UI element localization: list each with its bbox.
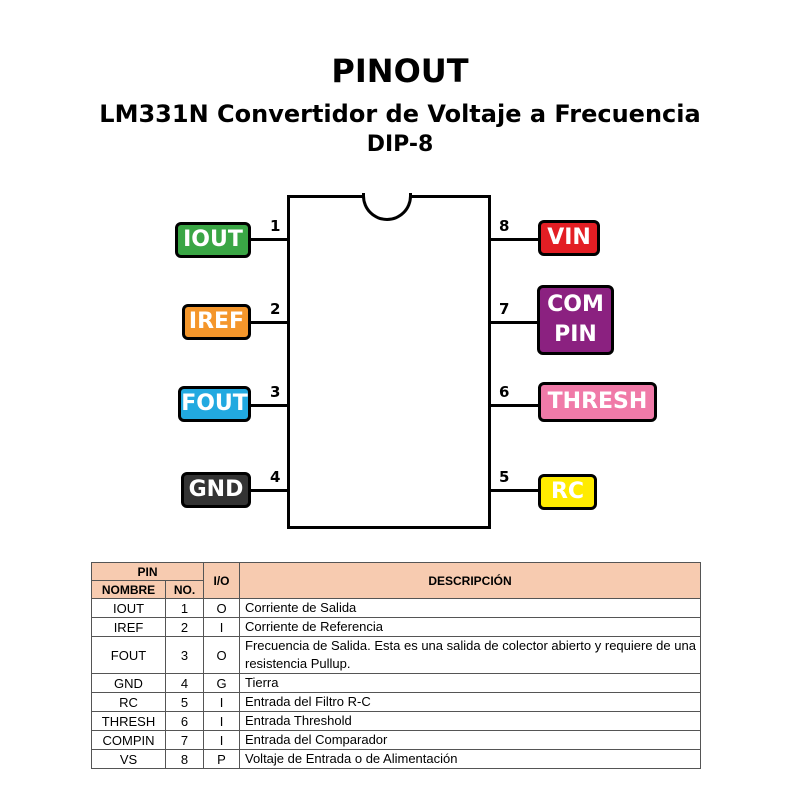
cell-io: O <box>204 637 240 674</box>
pin-label-vin: VIN <box>538 220 600 256</box>
pin-2-lead <box>248 321 288 324</box>
cell-name: RC <box>92 693 166 712</box>
cell-no: 6 <box>166 712 204 731</box>
cell-no: 1 <box>166 599 204 618</box>
cell-name: VS <box>92 750 166 769</box>
cell-desc: Entrada Threshold <box>240 712 701 731</box>
cell-io: O <box>204 599 240 618</box>
cell-no: 4 <box>166 674 204 693</box>
cell-name: COMPIN <box>92 731 166 750</box>
pin-5-lead <box>491 489 541 492</box>
pin-1-lead <box>248 238 288 241</box>
package-label: DIP-8 <box>366 132 434 157</box>
pin-label-iref: IREF <box>182 304 251 340</box>
pin-4-number: 4 <box>270 468 281 486</box>
pin-label-compin: COM PIN <box>537 285 614 355</box>
cell-no: 5 <box>166 693 204 712</box>
cell-no: 3 <box>166 637 204 674</box>
pin-label-rc: RC <box>538 474 597 510</box>
cell-name: IREF <box>92 618 166 637</box>
pin-8-lead <box>491 238 541 241</box>
cell-desc: Frecuencia de Salida. Esta es una salida de colector abierto y requiere de una resistencia Pullup. <box>240 637 701 674</box>
cell-desc: Voltaje de Entrada o de Alimentación <box>240 750 701 769</box>
table-row <box>92 618 701 637</box>
cell-io: P <box>204 750 240 769</box>
cell-name: GND <box>92 674 166 693</box>
pin-label-fout: FOUT <box>178 386 251 422</box>
th-pin: PIN <box>92 563 204 581</box>
pin-1-number: 1 <box>270 217 281 235</box>
pin-6-number: 6 <box>499 383 510 401</box>
cell-name: IOUT <box>92 599 166 618</box>
cell-desc: Tierra <box>240 674 701 693</box>
pin-label-gnd: GND <box>181 472 251 508</box>
cell-no: 2 <box>166 618 204 637</box>
pin-4-lead <box>248 489 288 492</box>
cell-io: I <box>204 712 240 731</box>
pin-description-table <box>91 562 701 769</box>
cell-no: 8 <box>166 750 204 769</box>
cell-name: FOUT <box>92 637 166 674</box>
pin-6-lead <box>491 404 541 407</box>
pin-8-number: 8 <box>499 217 510 235</box>
cell-no: 7 <box>166 731 204 750</box>
table-row <box>92 599 701 618</box>
table-row <box>92 693 701 712</box>
table-row <box>92 750 701 769</box>
th-io: I/O <box>204 563 240 599</box>
pin-label-thresh: THRESH <box>538 382 657 422</box>
cell-name: THRESH <box>92 712 166 731</box>
page-subtitle: LM331N Convertidor de Voltaje a Frecuencia <box>99 100 701 128</box>
pin-label-iout: IOUT <box>175 222 251 258</box>
table-row <box>92 731 701 750</box>
pin-2-number: 2 <box>270 300 281 318</box>
cell-io: I <box>204 693 240 712</box>
cell-io: G <box>204 674 240 693</box>
th-desc: DESCRIPCIÓN <box>240 563 701 599</box>
cell-io: I <box>204 731 240 750</box>
table-row <box>92 712 701 731</box>
ic-body <box>287 195 491 529</box>
cell-desc: Entrada del Filtro R-C <box>240 693 701 712</box>
cell-desc: Entrada del Comparador <box>240 731 701 750</box>
pin-7-number: 7 <box>499 300 510 318</box>
page-title: PINOUT <box>331 52 469 90</box>
th-name: NOMBRE <box>92 581 166 599</box>
cell-io: I <box>204 618 240 637</box>
th-no: NO. <box>166 581 204 599</box>
table-row <box>92 674 701 693</box>
pin-3-lead <box>248 404 288 407</box>
pin-3-number: 3 <box>270 383 281 401</box>
cell-desc: Corriente de Salida <box>240 599 701 618</box>
cell-desc: Corriente de Referencia <box>240 618 701 637</box>
pin-5-number: 5 <box>499 468 510 486</box>
table-row <box>92 637 701 674</box>
pin-7-lead <box>491 321 541 324</box>
